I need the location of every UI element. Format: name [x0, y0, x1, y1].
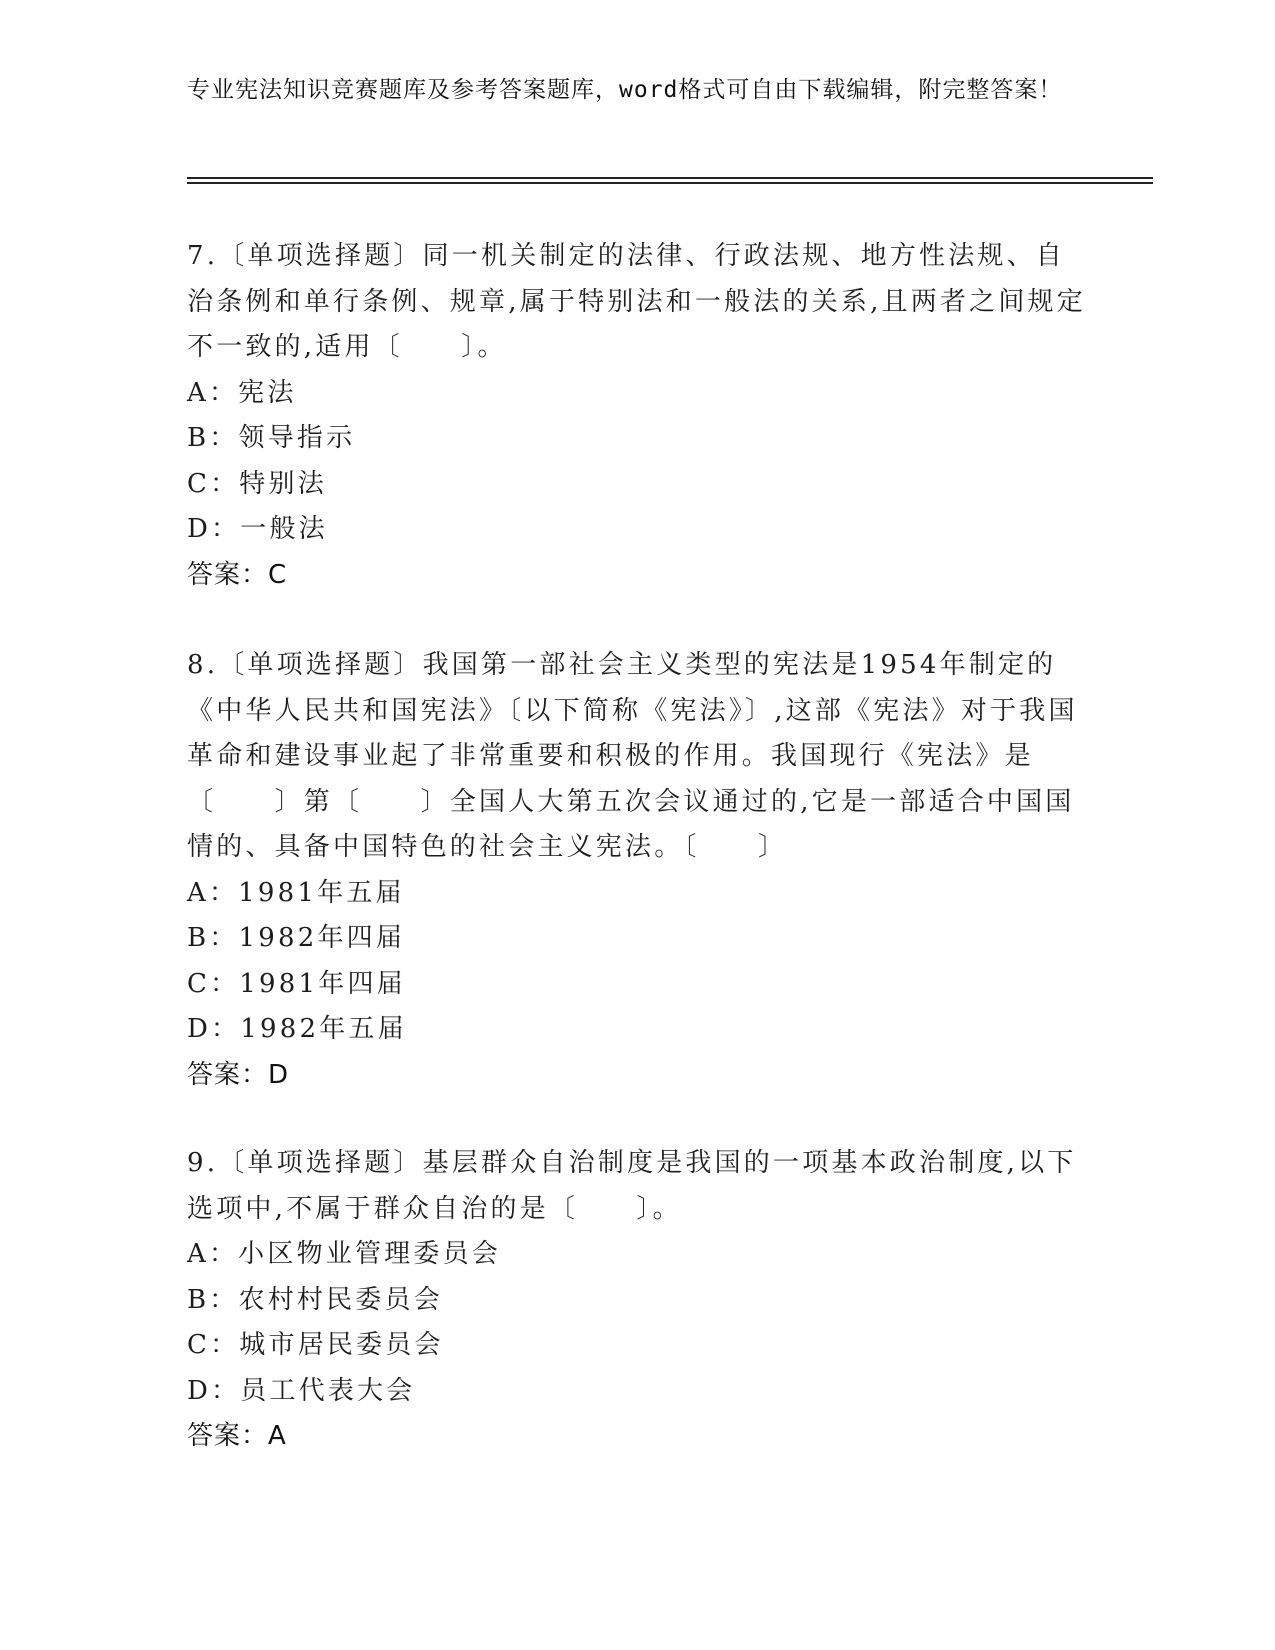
- option-d: D：一般法: [187, 514, 328, 544]
- question-stem: 7.〔单项选择题〕同一机关制定的法律、行政法规、地方性法规、自治条例和单行条例、规章,属于特别法和一般法的关系,且两者之间规定不一致的,适用〔 〕。: [187, 241, 1086, 362]
- option-c: C：城市居民委员会: [187, 1330, 444, 1360]
- question-stem: 9.〔单项选择题〕基层群众自治制度是我国的一项基本政治制度,以下选项中,不属于群众自治的是〔 〕。: [187, 1148, 1077, 1224]
- answer-line: 答案：D: [187, 1059, 290, 1090]
- option-b: B：农村村民委员会: [187, 1284, 443, 1315]
- option-a: A：1981年五届: [187, 877, 405, 908]
- question-7: [187, 234, 1087, 598]
- option-c: C：1981年四届: [187, 968, 406, 999]
- option-a: A：小区物业管理委员会: [187, 1239, 501, 1269]
- option-d: D：1982年五届: [187, 1014, 407, 1044]
- answer-line: 答案：A: [187, 1421, 287, 1451]
- question-9: [187, 1141, 1087, 1460]
- question-8: [187, 643, 1087, 1098]
- option-d: D：员工代表大会: [187, 1375, 416, 1406]
- option-a: A：宪法: [187, 377, 297, 408]
- option-c: C：特别法: [187, 468, 327, 499]
- question-stem: 8.〔单项选择题〕我国第一部社会主义类型的宪法是1954年制定的《中华人民共和国宪法》〔以下简称《宪法》〕,这部《宪法》对于我国革命和建设事业起了非常重要和积极的作用。我国现行《宪法》是〔 〕第〔 〕全国人大第五次会议通过的,它是一部适合中国国情的、具备中国特色的社会主义宪法。〔 〕: [187, 650, 1078, 862]
- option-b: B：领导指示: [187, 423, 356, 453]
- document-header: 专业宪法知识竞赛题库及参考答案题库，word格式可自由下载编辑，附完整答案！: [187, 77, 1063, 103]
- header-divider-top: [187, 177, 1153, 179]
- answer-line: 答案：C: [187, 559, 288, 590]
- header-divider-bottom: [187, 182, 1153, 184]
- option-b: B：1982年四届: [187, 923, 406, 953]
